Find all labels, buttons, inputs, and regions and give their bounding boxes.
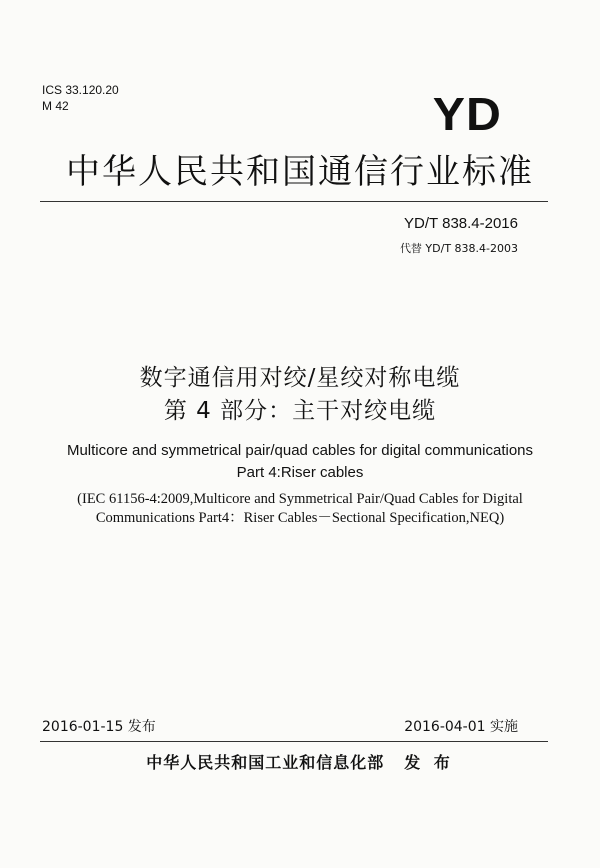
- classification-codes: [42, 82, 119, 114]
- iec-reference: (IEC 61156-4:2009,Multicore and Symmetrical Pair/Quad Cables for Digital Communications Part4：Riser Cables－Sectional Specification,NEQ): [77, 491, 523, 526]
- title-english-line-2: Part 4:Riser cables: [236, 464, 364, 481]
- top-divider: [40, 201, 548, 202]
- standard-number: YD/T 838.4-2016: [404, 215, 518, 232]
- yd-logo: YD: [432, 88, 502, 140]
- title-chinese-line-2: 第 4 部分：主干对绞电缆: [163, 398, 437, 424]
- bottom-divider: [40, 741, 548, 742]
- main-title: 中华人民共和国通信行业标准: [66, 152, 534, 192]
- publisher-action: 发 布: [404, 753, 454, 772]
- title-english-line-1: Multicore and symmetrical pair/quad cables for digital communications: [66, 442, 534, 459]
- publication-date: 2016-01-15 发布: [42, 719, 156, 735]
- ccs-code: M 42: [42, 99, 69, 113]
- publisher-organization: 中华人民共和国工业和信息化部: [146, 753, 385, 772]
- implementation-date: 2016-04-01 实施: [404, 719, 518, 735]
- publisher: [0, 752, 600, 774]
- title-chinese-line-1: 数字通信用对绞/星绞对称电缆: [139, 365, 461, 391]
- ics-code: ICS 33.120.20: [42, 83, 119, 97]
- replaces-standard: 代替 YD/T 838.4-2003: [399, 242, 518, 255]
